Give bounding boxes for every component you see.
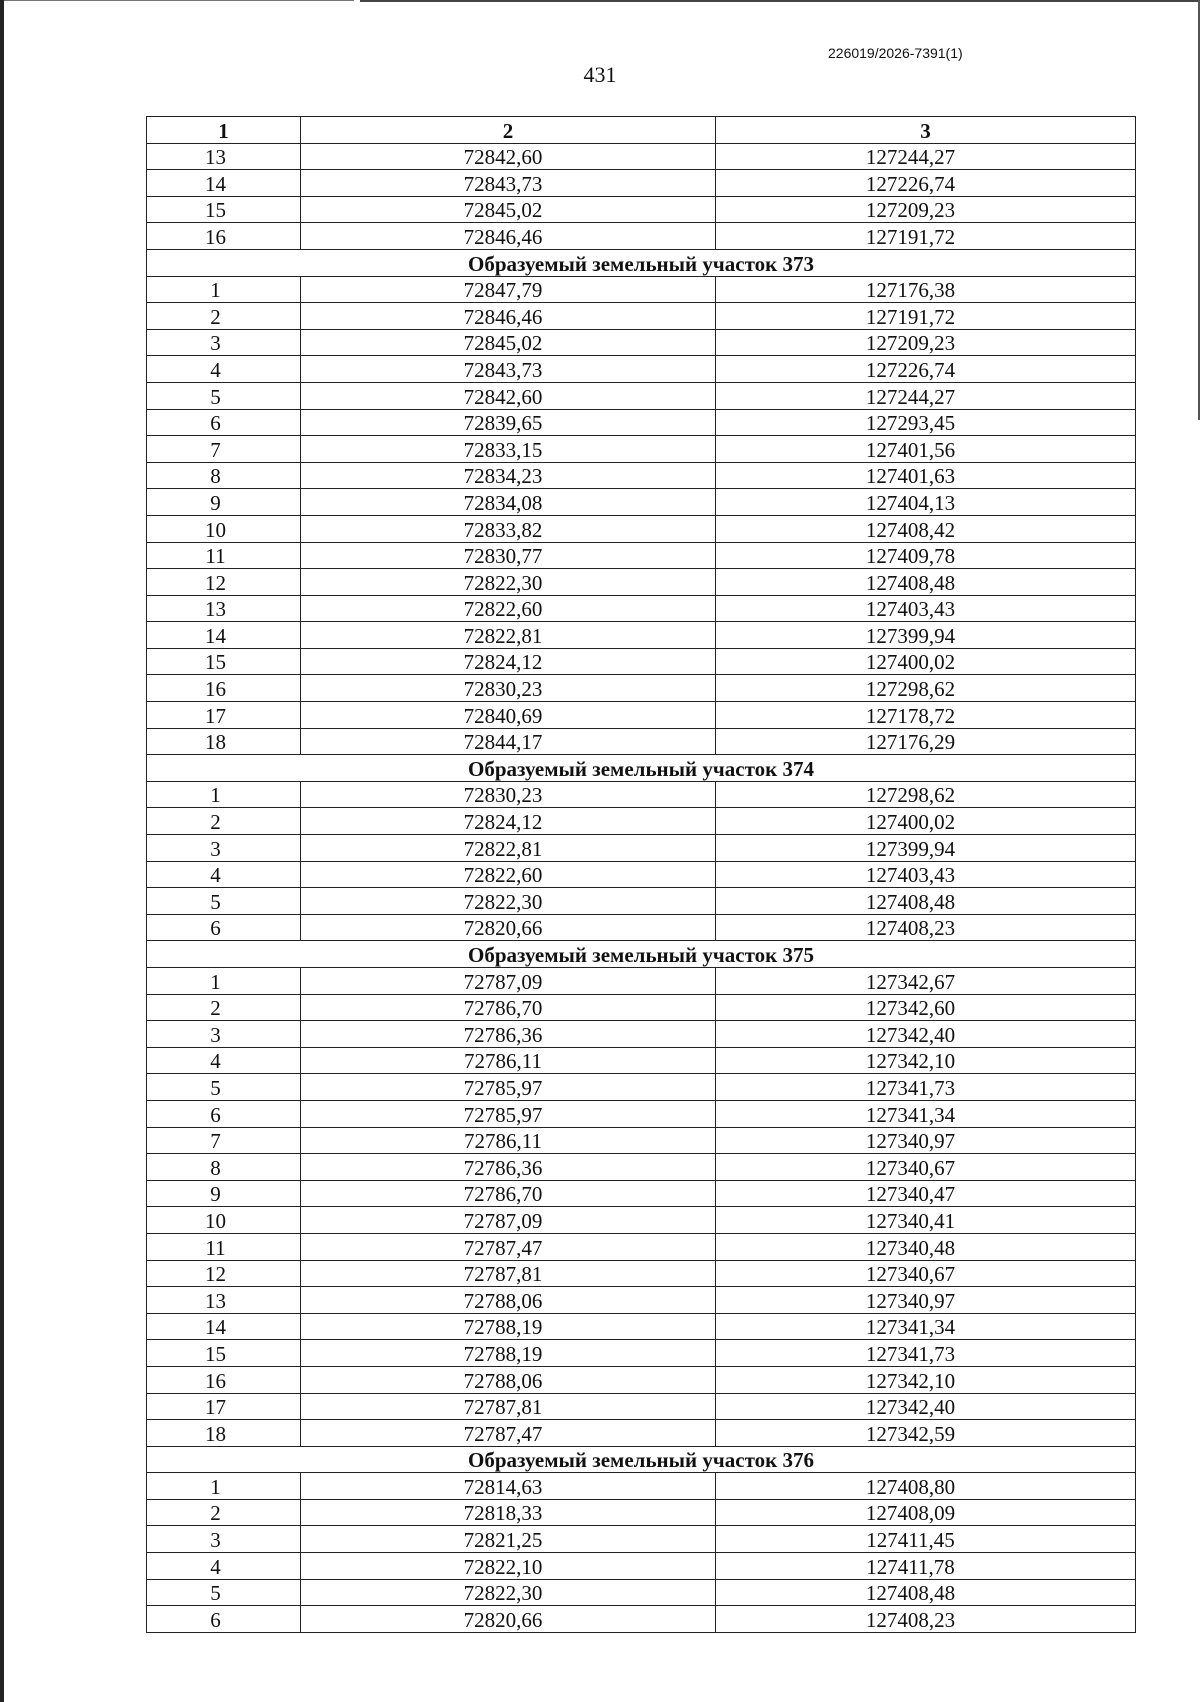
- section-title-row: [147, 249, 1136, 276]
- table-row: [147, 675, 1136, 702]
- table-row: [147, 1180, 1136, 1207]
- table-row: [147, 1606, 1136, 1633]
- y-coordinate-cell: 127191,72: [716, 303, 1136, 330]
- x-coordinate-cell: 72786,70: [301, 994, 716, 1021]
- point-number-cell: 6: [147, 409, 301, 436]
- x-coordinate-cell: 72822,81: [301, 835, 716, 862]
- y-coordinate-cell: 127341,73: [716, 1074, 1136, 1101]
- point-number-cell: 1: [147, 1473, 301, 1500]
- point-number-cell: 13: [147, 143, 301, 170]
- point-number-cell: 14: [147, 622, 301, 649]
- table-row: [147, 728, 1136, 755]
- x-coordinate-cell: 72786,11: [301, 1127, 716, 1154]
- table-row: [147, 835, 1136, 862]
- x-coordinate-cell: 72844,17: [301, 728, 716, 755]
- table-row: [147, 356, 1136, 383]
- point-number-cell: 14: [147, 170, 301, 197]
- y-coordinate-cell: 127244,27: [716, 143, 1136, 170]
- point-number-cell: 2: [147, 1499, 301, 1526]
- point-number-cell: 17: [147, 1393, 301, 1420]
- coordinates-table: [146, 116, 1136, 1633]
- point-number-cell: 18: [147, 728, 301, 755]
- x-coordinate-cell: 72843,73: [301, 356, 716, 383]
- x-coordinate-cell: 72842,60: [301, 143, 716, 170]
- table-row: [147, 994, 1136, 1021]
- x-coordinate-cell: 72787,81: [301, 1260, 716, 1287]
- x-coordinate-cell: 72833,82: [301, 515, 716, 542]
- y-coordinate-cell: 127340,47: [716, 1180, 1136, 1207]
- point-number-cell: 3: [147, 835, 301, 862]
- point-number-cell: 6: [147, 1606, 301, 1633]
- x-coordinate-cell: 72821,25: [301, 1526, 716, 1553]
- x-coordinate-cell: 72843,73: [301, 170, 716, 197]
- table-row: [147, 303, 1136, 330]
- table-row: [147, 462, 1136, 489]
- point-number-cell: 10: [147, 515, 301, 542]
- point-number-cell: 17: [147, 702, 301, 729]
- y-coordinate-cell: 127191,72: [716, 223, 1136, 250]
- y-coordinate-cell: 127342,40: [716, 1393, 1136, 1420]
- x-coordinate-cell: 72786,36: [301, 1021, 716, 1048]
- table-row: [147, 1021, 1136, 1048]
- y-coordinate-cell: 127408,80: [716, 1473, 1136, 1500]
- table-row: [147, 1154, 1136, 1181]
- point-number-cell: 6: [147, 914, 301, 941]
- y-coordinate-cell: 127342,10: [716, 1366, 1136, 1393]
- x-coordinate-cell: 72847,79: [301, 276, 716, 303]
- table-row: [147, 1499, 1136, 1526]
- y-coordinate-cell: 127178,72: [716, 702, 1136, 729]
- section-title: Образуемый земельный участок 376: [147, 1446, 1136, 1473]
- table-row: [147, 1526, 1136, 1553]
- y-coordinate-cell: 127400,02: [716, 648, 1136, 675]
- point-number-cell: 18: [147, 1420, 301, 1447]
- point-number-cell: 3: [147, 1021, 301, 1048]
- table-row: [147, 1047, 1136, 1074]
- point-number-cell: 9: [147, 489, 301, 516]
- x-coordinate-cell: 72834,23: [301, 462, 716, 489]
- table-row: [147, 1074, 1136, 1101]
- x-coordinate-cell: 72842,60: [301, 382, 716, 409]
- document-registration-number: 226019/2026-7391(1): [828, 45, 963, 61]
- point-number-cell: 2: [147, 808, 301, 835]
- y-coordinate-cell: 127341,73: [716, 1340, 1136, 1367]
- table-row: [147, 968, 1136, 995]
- y-coordinate-cell: 127403,43: [716, 861, 1136, 888]
- table-header-row: [147, 117, 1136, 144]
- point-number-cell: 15: [147, 648, 301, 675]
- table-row: [147, 1340, 1136, 1367]
- y-coordinate-cell: 127342,40: [716, 1021, 1136, 1048]
- y-coordinate-cell: 127340,48: [716, 1233, 1136, 1260]
- x-coordinate-cell: 72788,19: [301, 1313, 716, 1340]
- coordinates-table-body: [147, 117, 1136, 1633]
- y-coordinate-cell: 127408,23: [716, 1606, 1136, 1633]
- table-row: [147, 1100, 1136, 1127]
- y-coordinate-cell: 127409,78: [716, 542, 1136, 569]
- point-number-cell: 14: [147, 1313, 301, 1340]
- y-coordinate-cell: 127209,23: [716, 329, 1136, 356]
- y-coordinate-cell: 127399,94: [716, 835, 1136, 862]
- table-row: [147, 542, 1136, 569]
- x-coordinate-cell: 72820,66: [301, 1606, 716, 1633]
- y-coordinate-cell: 127399,94: [716, 622, 1136, 649]
- table-row: [147, 223, 1136, 250]
- y-coordinate-cell: 127176,38: [716, 276, 1136, 303]
- point-number-cell: 8: [147, 462, 301, 489]
- x-coordinate-cell: 72822,30: [301, 569, 716, 596]
- point-number-cell: 7: [147, 1127, 301, 1154]
- section-title-row: [147, 941, 1136, 968]
- x-coordinate-cell: 72824,12: [301, 648, 716, 675]
- y-coordinate-cell: 127408,42: [716, 515, 1136, 542]
- point-number-cell: 16: [147, 675, 301, 702]
- table-row: [147, 1207, 1136, 1234]
- y-coordinate-cell: 127244,27: [716, 382, 1136, 409]
- table-row: [147, 382, 1136, 409]
- table-row: [147, 276, 1136, 303]
- x-coordinate-cell: 72845,02: [301, 196, 716, 223]
- x-coordinate-cell: 72830,23: [301, 781, 716, 808]
- table-row: [147, 888, 1136, 915]
- x-coordinate-cell: 72785,97: [301, 1100, 716, 1127]
- table-row: [147, 808, 1136, 835]
- point-number-cell: 5: [147, 1579, 301, 1606]
- x-coordinate-cell: 72788,06: [301, 1287, 716, 1314]
- table-row: [147, 648, 1136, 675]
- y-coordinate-cell: 127298,62: [716, 781, 1136, 808]
- table-row: [147, 1233, 1136, 1260]
- x-coordinate-cell: 72787,09: [301, 1207, 716, 1234]
- x-coordinate-cell: 72846,46: [301, 303, 716, 330]
- table-row: [147, 1260, 1136, 1287]
- y-coordinate-cell: 127341,34: [716, 1100, 1136, 1127]
- section-title: Образуемый земельный участок 373: [147, 249, 1136, 276]
- point-number-cell: 15: [147, 196, 301, 223]
- x-coordinate-cell: 72786,36: [301, 1154, 716, 1181]
- point-number-cell: 16: [147, 1366, 301, 1393]
- table-row: [147, 781, 1136, 808]
- point-number-cell: 1: [147, 276, 301, 303]
- section-title-row: [147, 1446, 1136, 1473]
- section-title-row: [147, 755, 1136, 782]
- point-number-cell: 9: [147, 1180, 301, 1207]
- point-number-cell: 8: [147, 1154, 301, 1181]
- point-number-cell: 11: [147, 1233, 301, 1260]
- y-coordinate-cell: 127408,48: [716, 569, 1136, 596]
- section-title: Образуемый земельный участок 374: [147, 755, 1136, 782]
- point-number-cell: 5: [147, 1074, 301, 1101]
- y-coordinate-cell: 127341,34: [716, 1313, 1136, 1340]
- x-coordinate-cell: 72845,02: [301, 329, 716, 356]
- x-coordinate-cell: 72824,12: [301, 808, 716, 835]
- point-number-cell: 11: [147, 542, 301, 569]
- x-coordinate-cell: 72786,70: [301, 1180, 716, 1207]
- y-coordinate-cell: 127340,97: [716, 1287, 1136, 1314]
- y-coordinate-cell: 127340,97: [716, 1127, 1136, 1154]
- point-number-cell: 5: [147, 888, 301, 915]
- x-coordinate-cell: 72840,69: [301, 702, 716, 729]
- y-coordinate-cell: 127408,48: [716, 1579, 1136, 1606]
- y-coordinate-cell: 127340,67: [716, 1260, 1136, 1287]
- x-coordinate-cell: 72833,15: [301, 436, 716, 463]
- x-coordinate-cell: 72830,77: [301, 542, 716, 569]
- table-row: [147, 436, 1136, 463]
- y-coordinate-cell: 127401,63: [716, 462, 1136, 489]
- point-number-cell: 16: [147, 223, 301, 250]
- scan-edge-top: [360, 0, 1200, 2]
- table-row: [147, 702, 1136, 729]
- table-row: [147, 1553, 1136, 1580]
- table-row: [147, 170, 1136, 197]
- x-coordinate-cell: 72786,11: [301, 1047, 716, 1074]
- x-coordinate-cell: 72834,08: [301, 489, 716, 516]
- x-coordinate-cell: 72822,30: [301, 888, 716, 915]
- table-row: [147, 622, 1136, 649]
- column-header-y: 3: [716, 117, 1136, 144]
- x-coordinate-cell: 72822,60: [301, 595, 716, 622]
- table-row: [147, 1313, 1136, 1340]
- y-coordinate-cell: 127176,29: [716, 728, 1136, 755]
- x-coordinate-cell: 72787,09: [301, 968, 716, 995]
- point-number-cell: 10: [147, 1207, 301, 1234]
- y-coordinate-cell: 127408,23: [716, 914, 1136, 941]
- y-coordinate-cell: 127209,23: [716, 196, 1136, 223]
- x-coordinate-cell: 72822,30: [301, 1579, 716, 1606]
- y-coordinate-cell: 127298,62: [716, 675, 1136, 702]
- point-number-cell: 1: [147, 781, 301, 808]
- table-row: [147, 861, 1136, 888]
- y-coordinate-cell: 127342,60: [716, 994, 1136, 1021]
- column-header-x: 2: [301, 117, 716, 144]
- x-coordinate-cell: 72787,47: [301, 1420, 716, 1447]
- point-number-cell: 2: [147, 994, 301, 1021]
- table-row: [147, 1393, 1136, 1420]
- table-row: [147, 595, 1136, 622]
- x-coordinate-cell: 72822,10: [301, 1553, 716, 1580]
- y-coordinate-cell: 127226,74: [716, 170, 1136, 197]
- x-coordinate-cell: 72818,33: [301, 1499, 716, 1526]
- x-coordinate-cell: 72788,19: [301, 1340, 716, 1367]
- point-number-cell: 12: [147, 569, 301, 596]
- point-number-cell: 13: [147, 1287, 301, 1314]
- point-number-cell: 15: [147, 1340, 301, 1367]
- y-coordinate-cell: 127411,45: [716, 1526, 1136, 1553]
- table-row: [147, 1366, 1136, 1393]
- y-coordinate-cell: 127293,45: [716, 409, 1136, 436]
- point-number-cell: 3: [147, 1526, 301, 1553]
- point-number-cell: 4: [147, 861, 301, 888]
- point-number-cell: 12: [147, 1260, 301, 1287]
- x-coordinate-cell: 72820,66: [301, 914, 716, 941]
- table-row: [147, 409, 1136, 436]
- x-coordinate-cell: 72814,63: [301, 1473, 716, 1500]
- y-coordinate-cell: 127401,56: [716, 436, 1136, 463]
- y-coordinate-cell: 127226,74: [716, 356, 1136, 383]
- x-coordinate-cell: 72785,97: [301, 1074, 716, 1101]
- table-row: [147, 196, 1136, 223]
- y-coordinate-cell: 127342,10: [716, 1047, 1136, 1074]
- table-row: [147, 1287, 1136, 1314]
- y-coordinate-cell: 127340,41: [716, 1207, 1136, 1234]
- y-coordinate-cell: 127342,67: [716, 968, 1136, 995]
- y-coordinate-cell: 127404,13: [716, 489, 1136, 516]
- point-number-cell: 4: [147, 1553, 301, 1580]
- x-coordinate-cell: 72839,65: [301, 409, 716, 436]
- y-coordinate-cell: 127411,78: [716, 1553, 1136, 1580]
- section-title: Образуемый земельный участок 375: [147, 941, 1136, 968]
- y-coordinate-cell: 127408,48: [716, 888, 1136, 915]
- table-row: [147, 515, 1136, 542]
- x-coordinate-cell: 72830,23: [301, 675, 716, 702]
- point-number-cell: 6: [147, 1100, 301, 1127]
- page-number: 431: [583, 62, 617, 87]
- x-coordinate-cell: 72787,81: [301, 1393, 716, 1420]
- y-coordinate-cell: 127340,67: [716, 1154, 1136, 1181]
- point-number-cell: 4: [147, 1047, 301, 1074]
- table-row: [147, 914, 1136, 941]
- table-row: [147, 1127, 1136, 1154]
- table-row: [147, 569, 1136, 596]
- x-coordinate-cell: 72822,81: [301, 622, 716, 649]
- point-number-cell: 5: [147, 382, 301, 409]
- table-row: [147, 1473, 1136, 1500]
- scan-edge-left: [0, 0, 4, 1702]
- table-row: [147, 489, 1136, 516]
- table-row: [147, 1579, 1136, 1606]
- y-coordinate-cell: 127342,59: [716, 1420, 1136, 1447]
- scan-edge-top-left: [4, 0, 354, 1]
- table-row: [147, 1420, 1136, 1447]
- table-row: [147, 329, 1136, 356]
- point-number-cell: 3: [147, 329, 301, 356]
- point-number-cell: 1: [147, 968, 301, 995]
- y-coordinate-cell: 127403,43: [716, 595, 1136, 622]
- x-coordinate-cell: 72846,46: [301, 223, 716, 250]
- point-number-cell: 7: [147, 436, 301, 463]
- x-coordinate-cell: 72787,47: [301, 1233, 716, 1260]
- column-header-point-number: 1: [147, 117, 301, 144]
- y-coordinate-cell: 127400,02: [716, 808, 1136, 835]
- y-coordinate-cell: 127408,09: [716, 1499, 1136, 1526]
- x-coordinate-cell: 72822,60: [301, 861, 716, 888]
- point-number-cell: 4: [147, 356, 301, 383]
- point-number-cell: 2: [147, 303, 301, 330]
- point-number-cell: 13: [147, 595, 301, 622]
- x-coordinate-cell: 72788,06: [301, 1366, 716, 1393]
- table-row: [147, 143, 1136, 170]
